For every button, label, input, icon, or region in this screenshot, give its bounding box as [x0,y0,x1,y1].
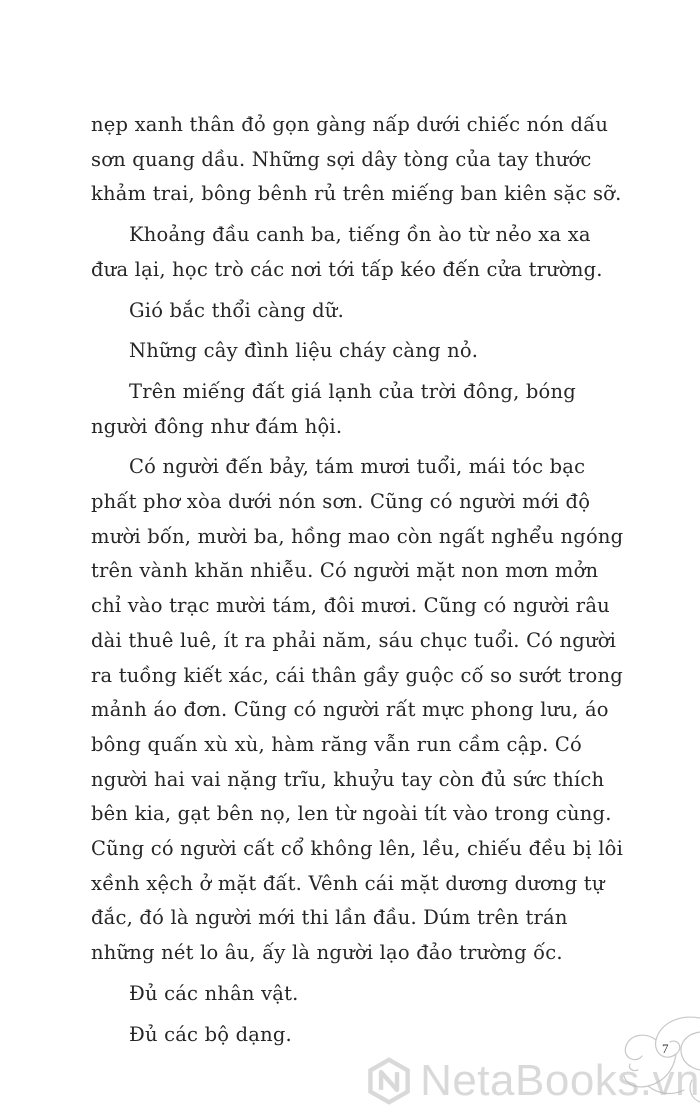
paragraph: Đủ các nhân vật. [129,981,299,1005]
paragraph-continued: nẹp xanh thân đỏ gọn gàng nấp dưới chiếc nón dấu sơn quang dầu. Những sợi dây tòng của tay thước khảm trai, bông bênh rủ trên miếng ban kiên sặc sỡ. [91,113,622,206]
hexagon-n-logo-icon [366,1055,412,1107]
paragraph: Trên miếng đất giá lạnh của trời đông, bóng người đông như đám hội. [91,379,576,438]
watermark [366,1052,700,1110]
paragraph: Có người đến bảy, tám mươi tuổi, mái tóc bạc phất phơ xòa dưới nón sơn. Cũng có người mới độ mười bốn, mười ba, hồng mao còn ngất nghểu ngóng trên vành khăn nhiễu. Có người mặt non mơn mởn chỉ vào trạc mười tám, đôi mươi. Cũng có người râu dài thuê luê, ít ra phải năm, sáu chục tuổi. Có người ra tuồng kiết xác, cái thân gầy guộc cố so sướt trong mảnh áo đơn. Cũng có người rất mực phong lưu, áo bông quấn xù xù, hàm răng vẫn run cầm cập. Có người hai vai nặng trĩu, khuỷu tay còn đủ sức thích bên kia, gạt bên nọ, len từ ngoài tít vào trong cùng. Cũng có người cất cổ không lên, lều, chiếu đều bị lôi xềnh xệch ở mặt đất. Vênh cái mặt dương dương tự đắc, đó là người mới thi lần đầu. Dúm trên trán những nét lo âu, ấy là người lạo đảo trường ốc. [91,455,624,965]
paragraph: Gió bắc thổi càng dữ. [129,298,344,322]
paragraph: Đủ các bộ dạng. [129,1022,292,1046]
paragraph: Khoảng đầu canh ba, tiếng ồn ào từ nẻo xa xa đưa lại, học trò các nơi tới tấp kéo đến cửa trường. [91,223,603,281]
paragraph: Những cây đình liệu cháy càng nỏ. [129,339,479,363]
watermark-brand: NetaBooks.vn [420,1056,700,1105]
page-number: 7 [662,1041,669,1056]
body-text [91,108,631,1058]
